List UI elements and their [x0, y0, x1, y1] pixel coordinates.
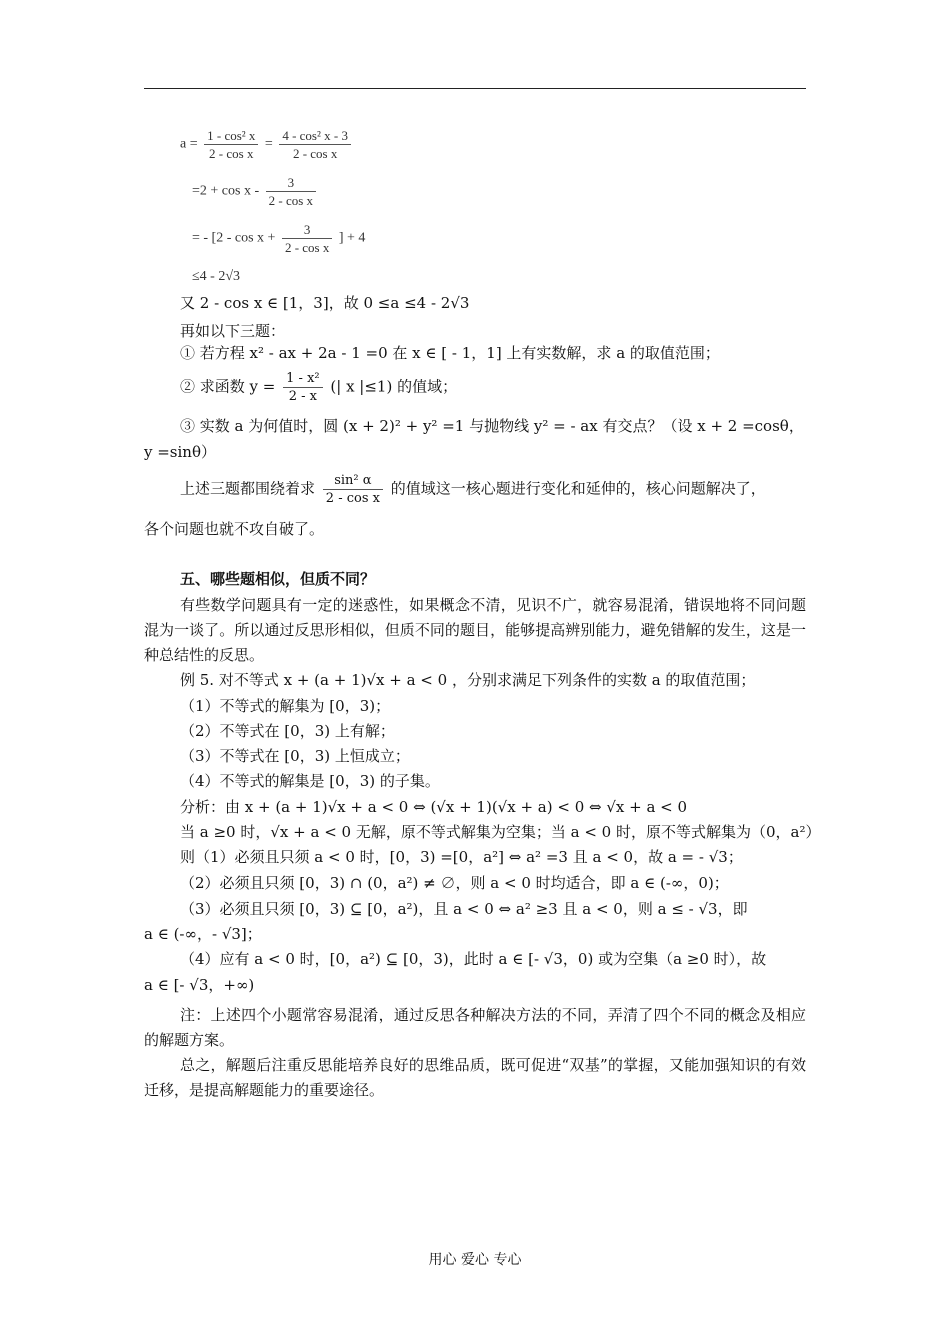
fraction-numerator: 3: [266, 174, 316, 192]
problem-2-prefix: ② 求函数 y =: [180, 377, 276, 396]
fraction: [282, 221, 332, 256]
condition-3: （3）不等式在 [0，3) 上恒成立；: [180, 747, 410, 765]
summary-line: [180, 472, 766, 507]
problems-intro: 再如以下三题：: [180, 322, 286, 340]
condition-1: （1）不等式的解集为 [0，3)；: [180, 697, 391, 715]
fraction-numerator: sin² α: [323, 472, 383, 490]
equals-sign: =: [264, 136, 273, 152]
fraction-numerator: 4 - cos² x - 3: [279, 127, 351, 145]
fraction-denominator: 2 - x: [288, 389, 318, 404]
solution-3-cont: a ∈ (-∞，- √3]；: [144, 925, 262, 943]
solution-4-cont: a ∈ [- √3，+∞): [144, 976, 255, 994]
problem-2-suffix: (| x |≤1) 的值域；: [330, 377, 458, 396]
equation-line-2: [192, 174, 319, 209]
solution-2: （2）必须且只须 [0，3) ∩ (0，a²) ≠ ∅，则 a < 0 时均适合，即 a ∈ (-∞，0)；: [180, 874, 729, 892]
problem-3: ③ 实数 a 为何值时，圆 (x + 2)² + y² =1 与抛物线 y² = - ax 有交点？（设 x + 2 =cosθ，: [180, 417, 804, 435]
equation-line-5: 又 2 - cos x ∈ [1，3]，故 0 ≤a ≤4 - 2√3: [180, 294, 470, 312]
equation-line-1: [180, 127, 354, 162]
summary-suffix: 的值域这一核心题进行变化和延伸的，核心问题解决了，: [390, 479, 766, 498]
fraction: [204, 127, 258, 162]
header-rule: [144, 88, 806, 89]
solution-1: 则（1）必须且只须 a < 0 时，[0，3) =[0，a²] ⇔ a² =3 且 a < 0，故 a = - √3；: [180, 848, 743, 866]
fraction-denominator: 2 - cos x: [325, 491, 380, 506]
fraction-denominator: 2 - cos x: [268, 193, 314, 208]
equation-line-3: [192, 221, 365, 256]
eq-term: =2 + cos x -: [192, 183, 260, 199]
eq-lhs: a =: [180, 136, 198, 152]
solution-4: （4）应有 a < 0 时，[0，a²) ⊆ [0，3)，此时 a ∈ [- √3，0) 或为空集（a ≥0 时），故: [180, 950, 767, 968]
case-analysis: 当 a ≥0 时，√x + a < 0 无解，原不等式解集为空集；当 a < 0 时，原不等式解集为（0，a²）: [180, 823, 821, 841]
problem-1: ① 若方程 x² - ax + 2a - 1 =0 在 x ∈ [ - 1，1] 上有实数解，求 a 的取值范围；: [180, 344, 720, 362]
fraction-numerator: 1 - x²: [283, 370, 322, 388]
eq-term: ] + 4: [338, 230, 366, 246]
problem-2: [180, 370, 457, 405]
example-5: 例 5. 对不等式 x + (a + 1)√x + a < 0 ，分别求满足下列条件的实数 a 的取值范围；: [180, 671, 756, 689]
fraction-denominator: 2 - cos x: [284, 240, 330, 255]
equation-line-4: ≤4 - 2√3: [192, 269, 241, 284]
fraction: [266, 174, 316, 209]
eq-term: = - [2 - cos x +: [192, 230, 276, 246]
summary-cont: 各个问题也就不攻自破了。: [144, 520, 325, 538]
solution-3: （3）必须且只须 [0，3) ⊆ [0，a²)，且 a < 0 ⇔ a² ≥3 且 a < 0，则 a ≤ - √3，即: [180, 900, 748, 918]
summary-prefix: 上述三题都围绕着求: [180, 479, 316, 498]
fraction-denominator: 2 - cos x: [292, 146, 338, 161]
fraction-denominator: 2 - cos x: [209, 146, 254, 161]
section-paragraph: 有些数学问题具有一定的迷惑性，如果概念不清，见识不广，就容易混淆，错误地将不同问题混为一谈了。所以通过反思形相似，但质不同的题目，能够提高辨别能力，避免错解的发生，这是一种总结性的反思。: [144, 596, 806, 664]
page-footer: 用心 爱心 专心: [428, 1252, 522, 1268]
condition-2: （2）不等式在 [0，3) 上有解；: [180, 722, 395, 740]
fraction-numerator: 1 - cos² x: [204, 127, 258, 145]
fraction: [279, 127, 351, 162]
conclusion-paragraph: 总之，解题后注重反思能培养良好的思维品质，既可促进“双基”的掌握，又能加强知识的有效迁移，是提高解题能力的重要途径。: [144, 1056, 806, 1099]
fraction: [283, 370, 322, 405]
fraction-numerator: 3: [282, 221, 332, 239]
analysis-line: 分析：由 x + (a + 1)√x + a < 0 ⇔ (√x + 1)(√x + a) < 0 ⇔ √x + a < 0: [180, 798, 688, 816]
note-paragraph: 注：上述四个小题常容易混淆，通过反思各种解决方法的不同，弄清了四个不同的概念及相应的解题方案。: [144, 1006, 806, 1049]
condition-4: （4）不等式的解集是 [0，3) 的子集。: [180, 772, 440, 790]
section-heading: 五、哪些题相似，但质不同？: [180, 570, 376, 588]
fraction: [323, 472, 383, 507]
problem-3-cont: y =sinθ）: [144, 443, 216, 461]
